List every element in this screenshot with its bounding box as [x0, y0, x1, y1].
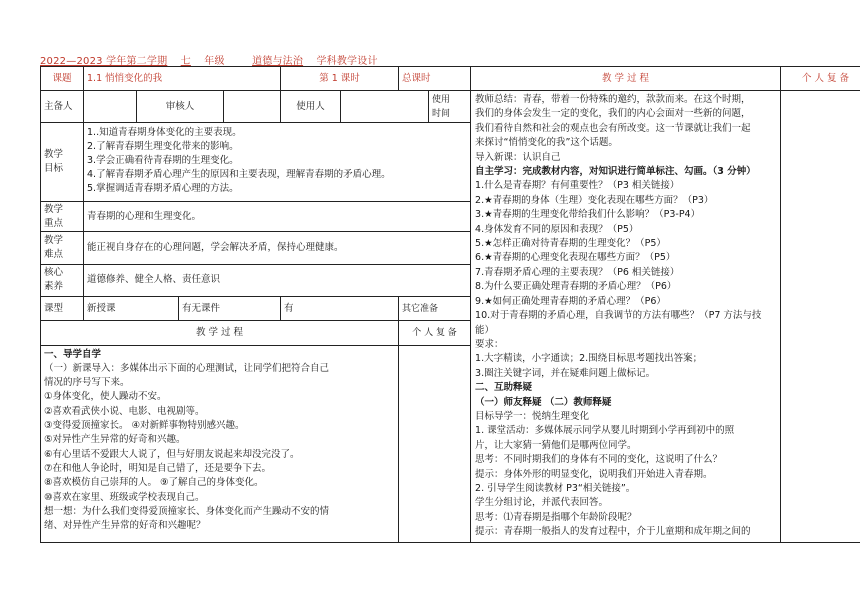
left-process-line: ⑤对异性产生异常的好奇和兴趣。 — [44, 434, 186, 446]
process-line: 3.★青春期的生理变化带给我们什么影响？（P3-P4） — [475, 209, 701, 221]
process-line: 10.对于青春期的矛盾心理，自我调节的方法有哪些？（P7 方法与技 — [475, 310, 762, 322]
review-title: 个 人 复 备 — [781, 67, 860, 91]
difficulty-label-1: 教学 — [44, 235, 64, 247]
left-process-line: ⑧喜欢模仿自己崇拜的人。 ⑨了解自己的身体变化。 — [44, 477, 264, 489]
difficulty-label-2: 难点 — [44, 249, 64, 261]
left-process-line: ②喜欢看武侠小说、电影、电视剧等。 — [44, 405, 205, 417]
process-line: 来探讨“悄悄变化的我”这个话题。 — [475, 137, 618, 149]
header-grade-label: 年级 — [204, 56, 225, 67]
literacy-value: 道德修养、健全人格、责任意识 — [84, 264, 471, 296]
user-value — [341, 91, 429, 123]
key-points-label — [41, 202, 84, 232]
process-line: 1.大字精读，小字通读；2.围绕目标思考题找出答案； — [475, 353, 703, 365]
left-review-title: 个 人 复 备 — [399, 321, 471, 345]
lesson-plan-table — [40, 66, 860, 543]
key-points-label-2: 重点 — [44, 217, 64, 229]
left-process-content — [41, 345, 399, 542]
goals-label-2: 目标 — [44, 163, 64, 175]
topic-value: 1.1 悄悄变化的我 — [84, 67, 281, 91]
document-header — [40, 52, 388, 67]
left-process-line: ①身体变化，使人躁动不安。 — [44, 391, 167, 403]
left-process-lines — [44, 348, 395, 534]
process-line: 能） — [475, 324, 495, 336]
process-title: 教 学 过 程 — [471, 67, 781, 91]
review-area-top — [781, 91, 860, 543]
difficulty-label — [41, 232, 84, 264]
courseware-value: 有 — [281, 297, 399, 321]
goal-item: 1..知道青春期身体变化的主要表现。 — [87, 127, 242, 139]
goals-label — [41, 123, 84, 202]
reviewer-value — [224, 91, 281, 123]
left-process-line: （一）新课导入：多媒体出示下面的心理测试，让同学们把符合自己 — [44, 362, 330, 374]
process-line: 教师总结：青春，带着一份特殊的邀约，款款而来。在这个时期， — [475, 94, 751, 105]
process-line: 6.★青春期的心理变化表现在哪些方面？（P5） — [475, 252, 676, 264]
process-line: 思考：⑴青春期是指哪个年龄阶段呢？ — [475, 511, 637, 523]
goal-item: 3.学会正确看待青春期的生理变化。 — [87, 155, 239, 167]
process-lines — [475, 93, 776, 540]
process-line: 3.圈注关键字词，并在疑难问题上做标记。 — [475, 367, 656, 379]
use-time-label-1: 使用 — [432, 94, 451, 105]
period-label: 第 1 课时 — [281, 67, 399, 91]
process-line: 7.青春期矛盾心理的主要表现？（P6 相关链接） — [475, 266, 680, 278]
literacy-label-1: 核心 — [44, 267, 64, 279]
left-process-line: 绪、对异性产生异常的好奇和兴趣呢？ — [44, 520, 206, 532]
process-line: 目标导学一：悦纳生理变化 — [475, 410, 590, 422]
process-line: 自主学习：完成教材内容，对知识进行简单标注、勾画。（3 分钟） — [475, 166, 756, 178]
use-time-label — [429, 91, 471, 123]
process-line: 8.为什么要正确处理青春期的矛盾心理？（P6） — [475, 281, 677, 293]
preparer-label: 主备人 — [41, 91, 84, 123]
courseware-label: 有无课件 — [179, 297, 281, 321]
goal-item: 4.了解青春期矛盾心理产生的原因和主要表现，理解青春期的矛盾心理。 — [87, 169, 391, 181]
use-time-label-2: 时间 — [432, 108, 451, 119]
process-line: 2. 引导学生阅读教材 P3“相关链接”。 — [475, 482, 636, 494]
process-line: 1.什么是青春期？有何重要性？（P3 相关链接） — [475, 180, 680, 192]
header-doc-type: 学科教学设计 — [316, 56, 378, 67]
process-line: 思考：不同时期我们的身体有不同的变化，这说明了什么？ — [475, 454, 723, 466]
literacy-label — [41, 264, 84, 296]
process-line: 要求： — [475, 338, 504, 350]
process-line: 4.身体发育不同的原因和表现？（P5） — [475, 223, 639, 235]
process-line: （一）师友释疑 （二）教师释疑 — [475, 396, 612, 408]
process-line: 二、互助释疑 — [475, 382, 533, 394]
process-line: 片，让大家猜一猜他们是哪两位同学。 — [475, 439, 637, 451]
left-process-line: ⑦在和他人争论时，明知是自己错了，还是要争下去。 — [44, 462, 272, 474]
process-line: 提示：青春期一般指人的发育过程中，介于儿童期和成年期之间的 — [475, 526, 751, 538]
process-line: 5.★怎样正确对待青春期的生理变化？（P5） — [475, 238, 666, 250]
goal-item: 2.了解青春期生理变化带来的影响。 — [87, 141, 239, 153]
topic-label: 课题 — [41, 67, 84, 91]
left-process-line: ③变得爱顶撞家长。 ④对新鲜事物特别感兴趣。 — [44, 420, 245, 432]
total-period-label: 总课时 — [399, 67, 471, 91]
left-process-line: ⑥有心里话不爱跟大人说了，但与好朋友说起来却没完没了。 — [44, 448, 300, 460]
goals-list — [84, 123, 471, 202]
course-type-label: 课型 — [41, 297, 84, 321]
course-type-value: 新授课 — [84, 297, 179, 321]
left-process-line: 一、导学自学 — [44, 348, 102, 360]
preparer-value — [84, 91, 137, 123]
left-review-area — [399, 345, 471, 542]
process-line: 9.★如何正确处理青春期的矛盾心理？（P6） — [475, 295, 666, 307]
header-subject: 道德与法治 — [252, 56, 304, 67]
user-label: 使用人 — [281, 91, 341, 123]
left-process-line: ⑩喜欢在家里、班级或学校表现自己。 — [44, 491, 205, 503]
goal-item: 5.掌握调适青春期矛盾心理的方法。 — [87, 183, 239, 195]
left-process-title: 教 学 过 程 — [41, 321, 399, 345]
header-year: 2022—2023 学年第二学期 — [40, 56, 168, 67]
process-line: 1. 课堂活动：多媒体展示同学从婴儿时期到小学再到初中的照 — [475, 425, 735, 437]
process-line: 我们的身体会发生一定的变化，我们的内心会面对一些新的问题， — [475, 108, 751, 120]
header-grade: 七 — [180, 56, 191, 67]
process-line: 学生分组讨论，并派代表回答。 — [475, 497, 609, 509]
left-process-line: 情况的序号写下来。 — [44, 377, 130, 389]
key-points-label-1: 教学 — [44, 203, 64, 215]
difficulty-value: 能正视自身存在的心理问题，学会解决矛盾，保持心理健康。 — [84, 232, 471, 264]
process-line: 导入新课：认识自己 — [475, 151, 561, 163]
process-line: 提示：身体外形的明显变化，说明我们开始进入青春期。 — [475, 468, 713, 480]
other-prep-label: 其它准备 — [399, 297, 471, 321]
key-points-value: 青春期的心理和生理变化。 — [84, 202, 471, 232]
goals-label-1: 教学 — [44, 149, 64, 161]
process-line: 我们看待自然和社会的观点也会有所改变。这一节课就让我们一起 — [475, 122, 751, 134]
reviewer-label: 审核人 — [137, 91, 224, 123]
left-process-line: 想一想：为什么我们变得爱顶撞家长、身体变化而产生躁动不安的情 — [44, 505, 330, 517]
process-content-right — [471, 91, 781, 543]
literacy-label-2: 素养 — [44, 281, 64, 293]
process-line: 2.★青春期的身体（生理）变化表现在哪些方面？（P3） — [475, 194, 714, 206]
